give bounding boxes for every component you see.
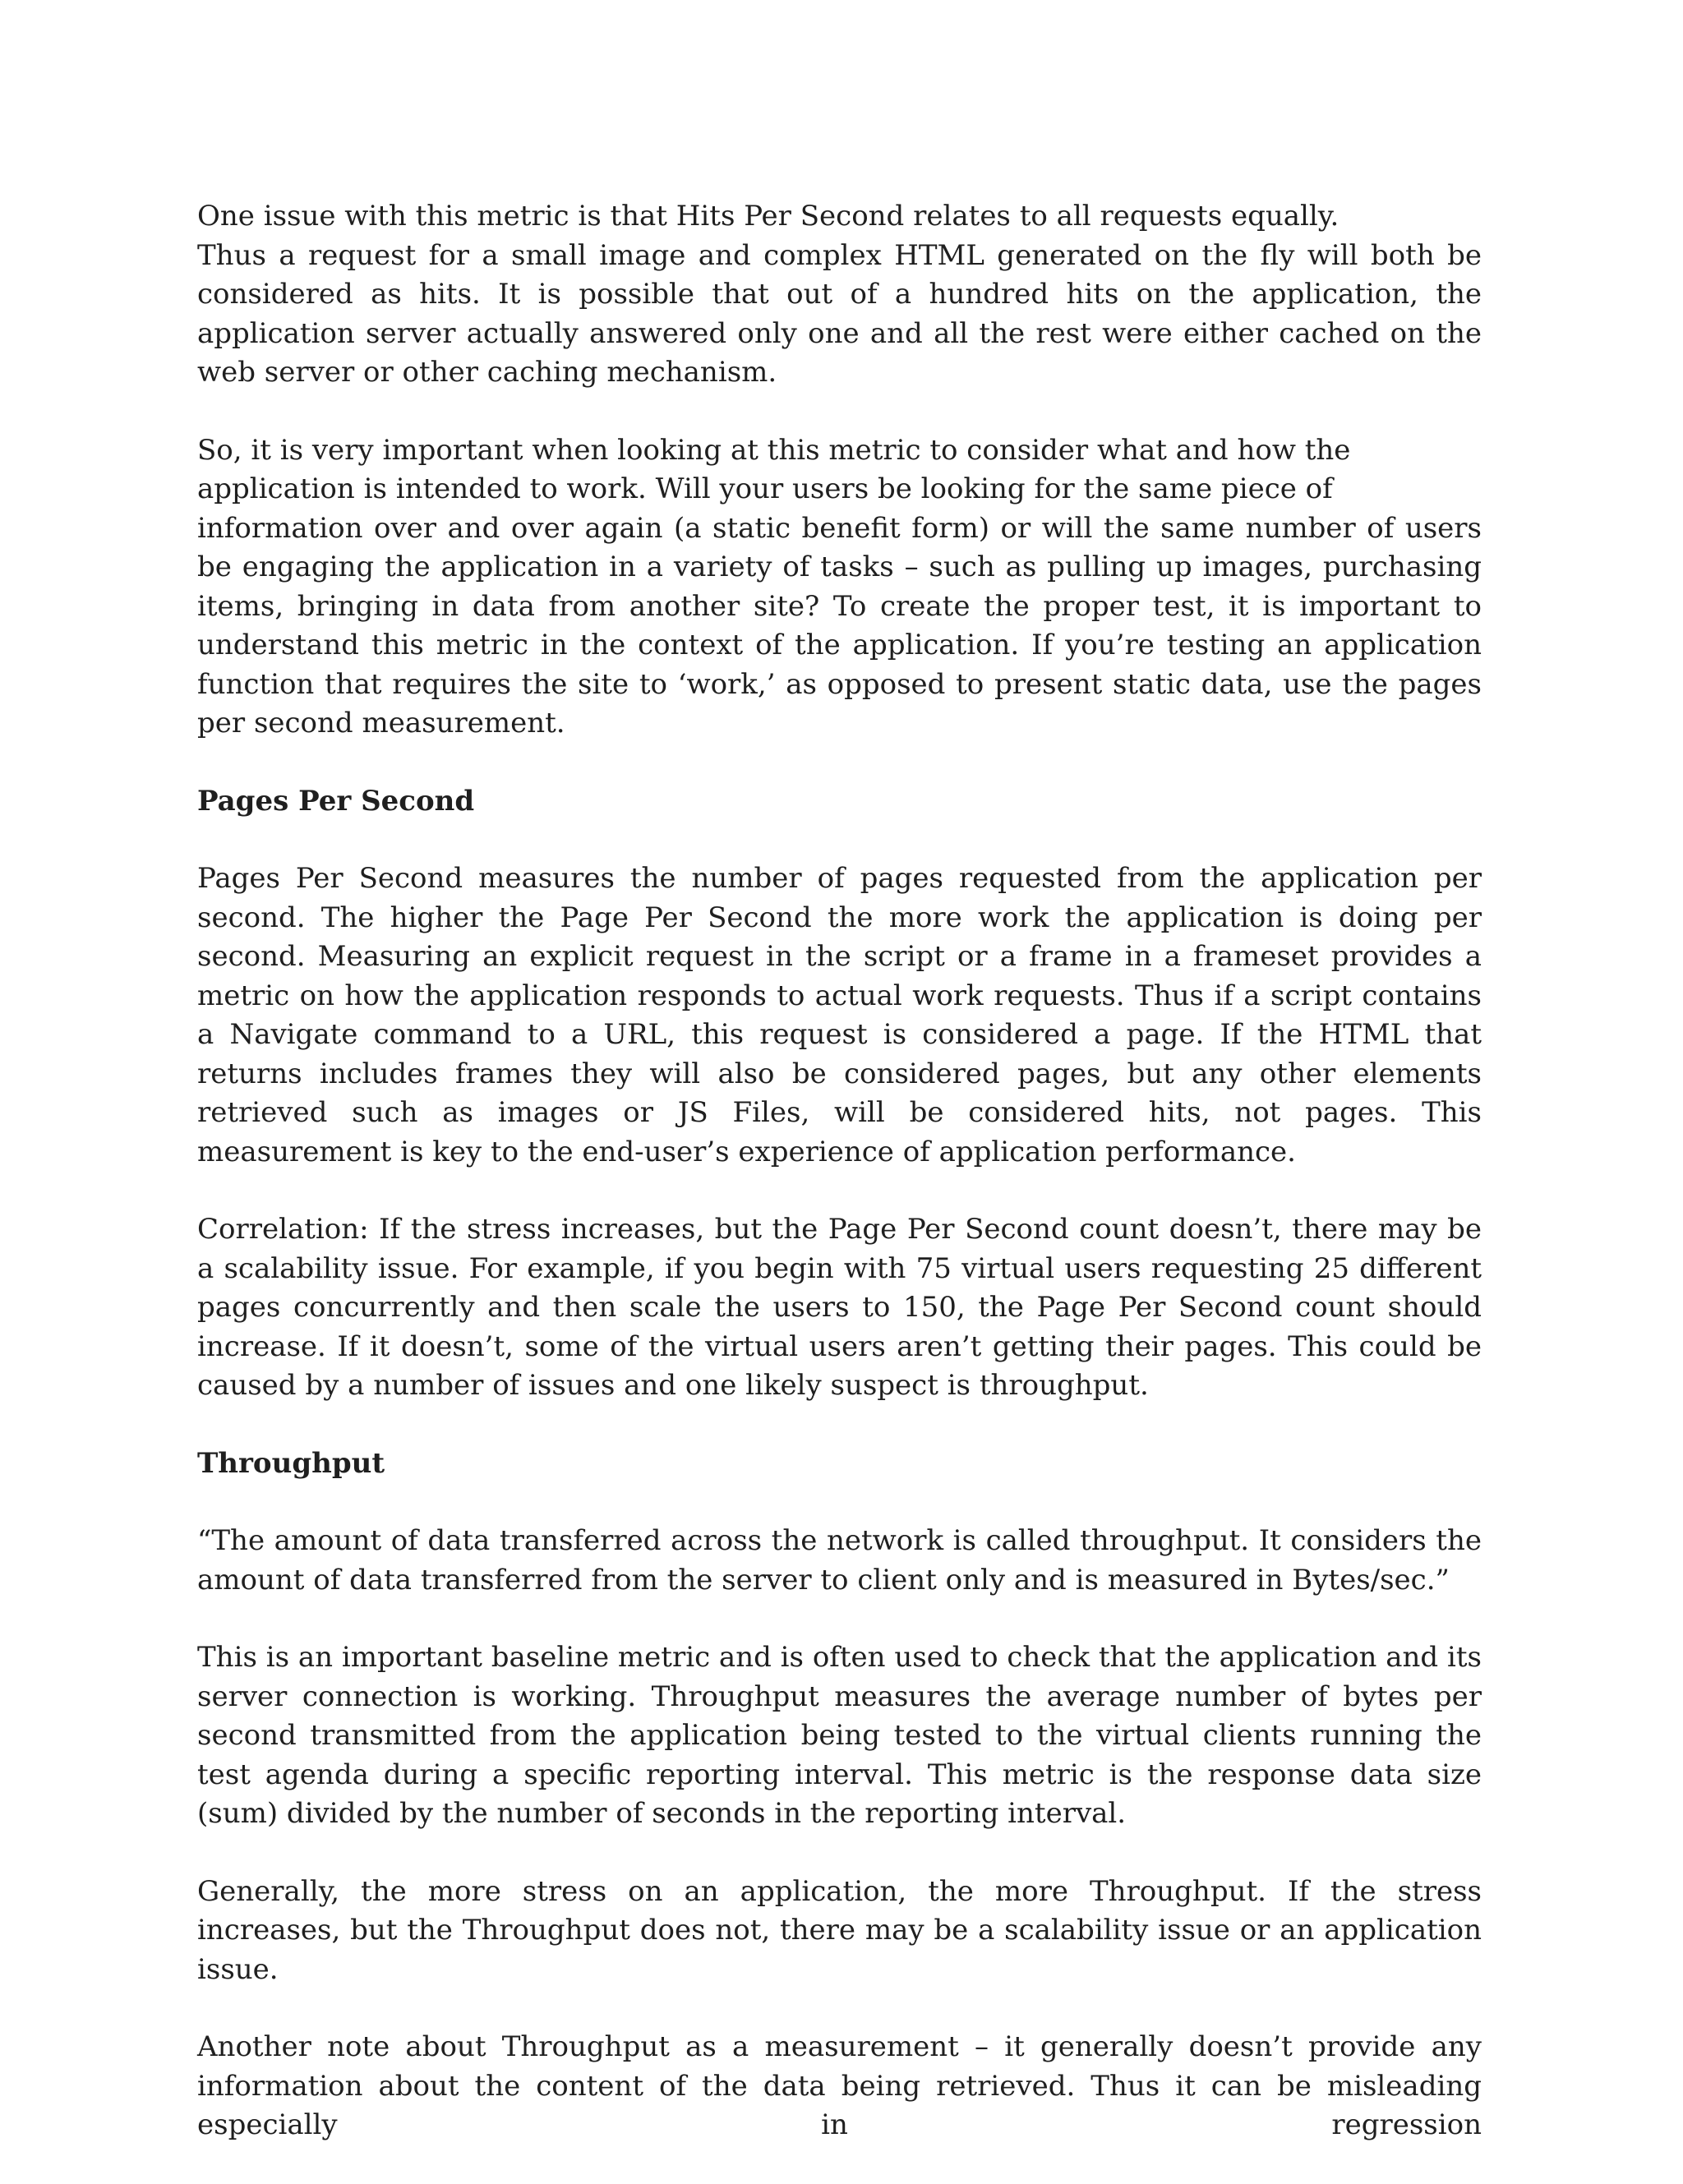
document-page xyxy=(197,197,1482,2184)
paragraph-throughput-baseline: This is an important baseline metric and is often used to check that the application and its server connection is working. Throughput measures the average number of bytes per second transmitted from the application being tested to the virtual clients running the test agenda during a specific reporting interval. This metric is the response data size (sum) divided by the number of seconds in the reporting interval. xyxy=(197,1641,1482,1830)
paragraph-pages-per-second: Pages Per Second measures the number of pages requested from the application per second. The higher the Page Per Second the more work the application is doing per second. Measuring an explicit request in the script or a frame in a frameset provides a metric on how the application responds to actual work requests. Thus if a script contains a Navigate command to a URL, this request is considered a page. If the HTML that returns includes frames they will also be considered pages, but any other elements retrieved such as images or JS Files, will be considered hits, not pages. This measurement is key to the end-user’s experience of application performance. xyxy=(197,862,1482,1168)
paragraph-line: Thus a request for a small image and complex HTML generated on the fly will both be considered as hits. It is possible that out of a hundred hits on the application, the application server actually answered only one and all the rest were either cached on the web server or other caching mechanism. xyxy=(197,238,1482,389)
paragraph-line: information over and over again (a static benefit form) or will the same number of users be engaging the application in a variety of tasks – such as pulling up images, purchasing items, bringing in data from another site? To create the proper test, it is important to understand this metric in the context of the application. If you’re testing an application function that requires the site to ‘work,’ as opposed to present static data, use the pages per second measurement. xyxy=(197,511,1482,740)
paragraph-throughput-stress: Generally, the more stress on an application, the more Throughput. If the stress increases, but the Throughput does not, there may be a scalability issue or an application issue. xyxy=(197,1874,1482,1986)
paragraph-hits-caveat xyxy=(197,197,1482,393)
paragraph-line: So, it is very important when looking at this metric to consider what and how the xyxy=(197,433,1351,467)
paragraph-throughput-definition: “The amount of data transferred across the network is called throughput. It considers the amount of data transferred from the server to client only and is measured in Bytes/sec.” xyxy=(197,1524,1482,1597)
paragraph-correlation: Correlation: If the stress increases, but the Page Per Second count doesn’t, there may be a scalability issue. For example, if you begin with 75 virtual users requesting 25 different pages concurrently and then scale the users to 150, the Page Per Second count should increase. If it doesn’t, some of the virtual users aren’t getting their pages. This could be caused by a number of issues and one likely suspect is throughput. xyxy=(197,1213,1482,1402)
paragraph-throughput-note: Another note about Throughput as a measurement – it generally doesn’t provide any information about the content of the data being retrieved. Thus it can be misleading especially in regression xyxy=(197,2030,1482,2141)
heading-pages-per-second: Pages Per Second xyxy=(197,784,475,818)
paragraph-metric-context xyxy=(197,431,1482,744)
paragraph-line: One issue with this metric is that Hits Per Second relates to all requests equally. xyxy=(197,200,1339,233)
heading-throughput: Throughput xyxy=(197,1446,385,1480)
paragraph-line: application is intended to work. Will your users be looking for the same piece of xyxy=(197,472,1333,505)
